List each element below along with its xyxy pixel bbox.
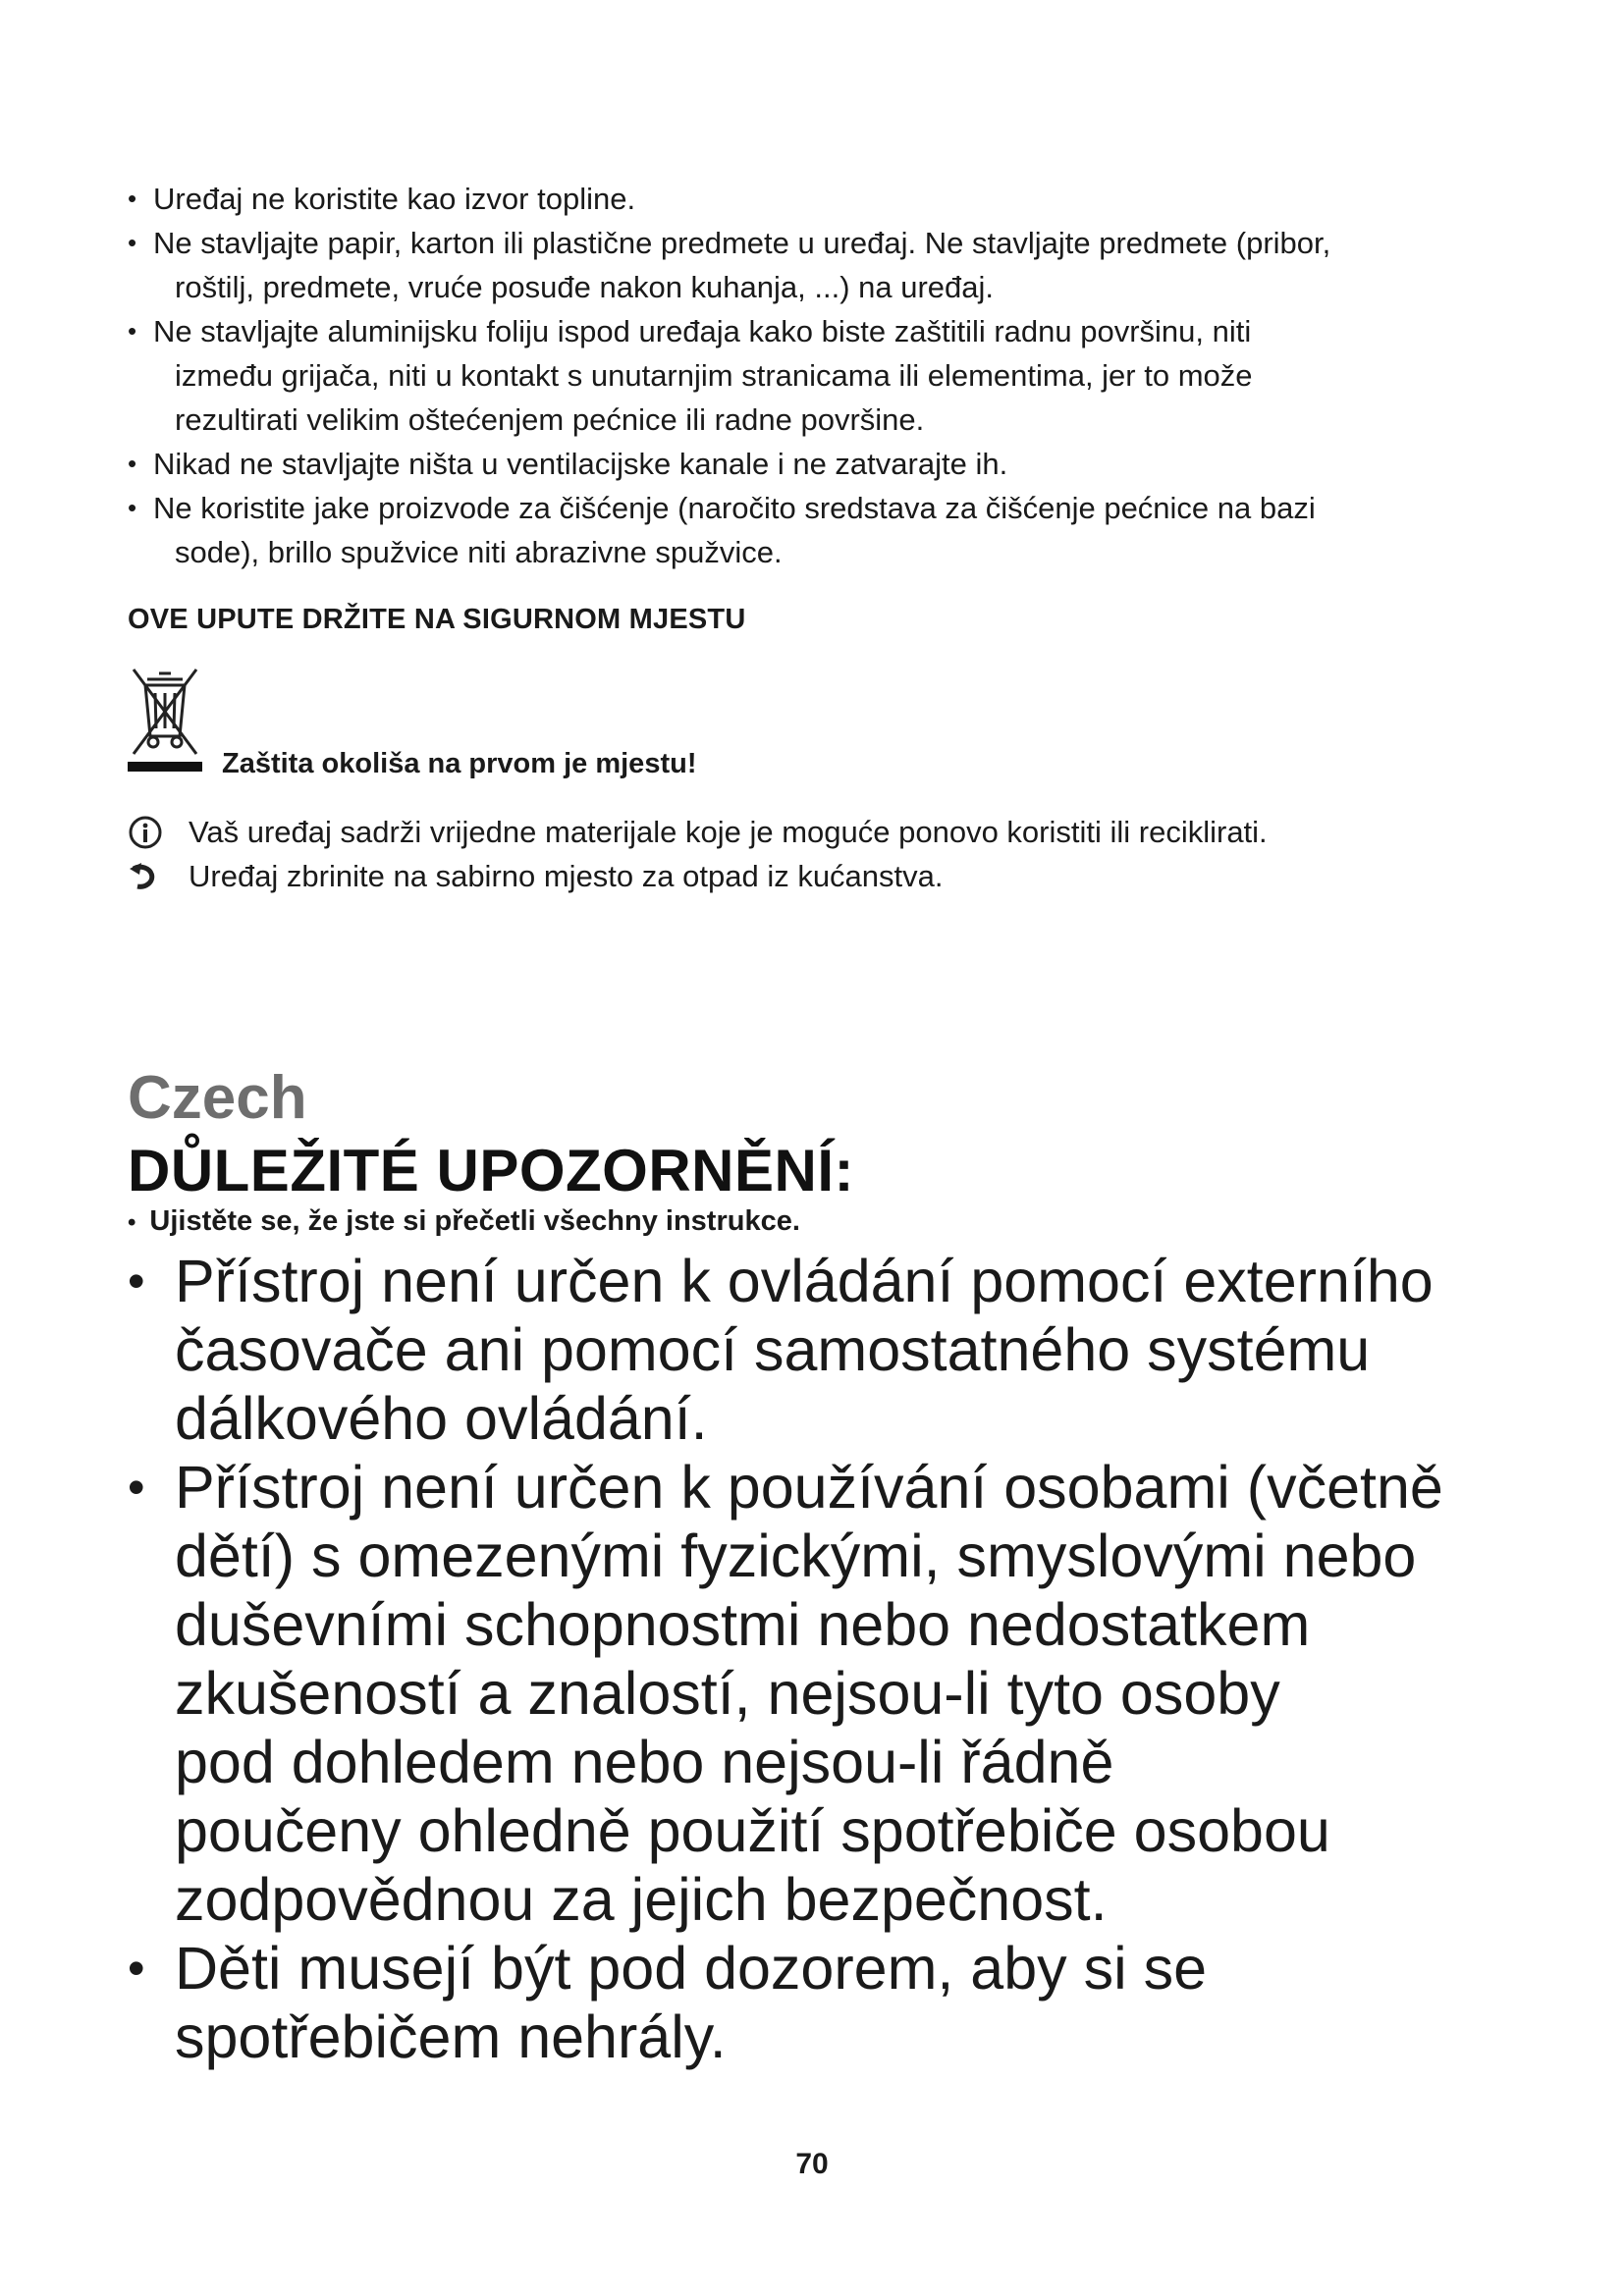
list-item: • Nikad ne stavljajte ništa u ventilacijske kanale i ne zatvarajte ih. [128, 442, 1502, 486]
info-icon [128, 815, 163, 850]
environment-heading: Zaštita okoliša na prvom je mjestu! [222, 748, 697, 779]
read-instructions-note [128, 1205, 800, 1238]
czech-bullet-list [128, 1247, 1532, 2071]
page-title: DŮLEŽITÉ UPOZORNĚNÍ: [128, 1138, 854, 1203]
list-item: • Děti musejí být pod dozorem, aby si se spotřebičem nehrály. [128, 1934, 1532, 2071]
disposal-info-row [128, 854, 944, 898]
list-item: • Přístroj není určen k používání osobami (včetně dětí) s omezenými fyzickými, smyslovými nebo duševními schopnostmi nebo nedostatkem zkušeností a znalostí, nejsou-li tyto osoby pod dohledem nebo nejsou-li řádně poučeny ohledně použití spotřebiče osobou zodpovědnou za jejich bezpečnost. [128, 1453, 1532, 1934]
page-number: 70 [795, 2148, 829, 2180]
croatian-bullet-list [128, 177, 1502, 574]
crossed-out-wheelie-bin-icon [126, 666, 204, 774]
recycle-info-row [128, 810, 1268, 854]
list-item: • Ne koristite jake proizvode za čišćenje (naročito sredstava za čišćenje pećnice na bazi sode), brillo spužvice niti abrazivne spužvice. [128, 486, 1502, 574]
list-item: • Ne stavljajte papir, karton ili plastične predmete u uređaj. Ne stavljajte predmete (pribor, roštilj, predmete, vruće posuđe nakon kuhanja, ...) na uređaj. [128, 221, 1502, 309]
read-instructions-text: Ujistěte se, že jste si přečetli všechny instrukce. [149, 1205, 800, 1237]
recycle-info-text: Vaš uređaj sadrži vrijedne materijale koje je moguće ponovo koristiti ili reciklirati. [189, 815, 1268, 849]
language-title: Czech [128, 1064, 307, 1132]
keep-instructions-heading: OVE UPUTE DRŽITE NA SIGURNOM MJESTU [128, 604, 746, 635]
list-item: • Uređaj ne koristite kao izvor topline. [128, 177, 1502, 221]
return-arrow-icon [128, 859, 163, 894]
list-item: • Ne stavljajte aluminijsku foliju ispod uređaja kako biste zaštitili radnu površinu, niti između grijača, niti u kontakt s unutarnjim stranicama ili elementima, jer to može rezultirati velikim oštećenjem pećnice ili radne površine. [128, 309, 1502, 442]
disposal-info-text: Uređaj zbrinite na sabirno mjesto za otpad iz kućanstva. [189, 859, 944, 893]
list-item: • Přístroj není určen k ovládání pomocí externího časovače ani pomocí samostatného systému dálkového ovládání. [128, 1247, 1532, 1453]
bullet-icon: • [128, 1209, 136, 1236]
